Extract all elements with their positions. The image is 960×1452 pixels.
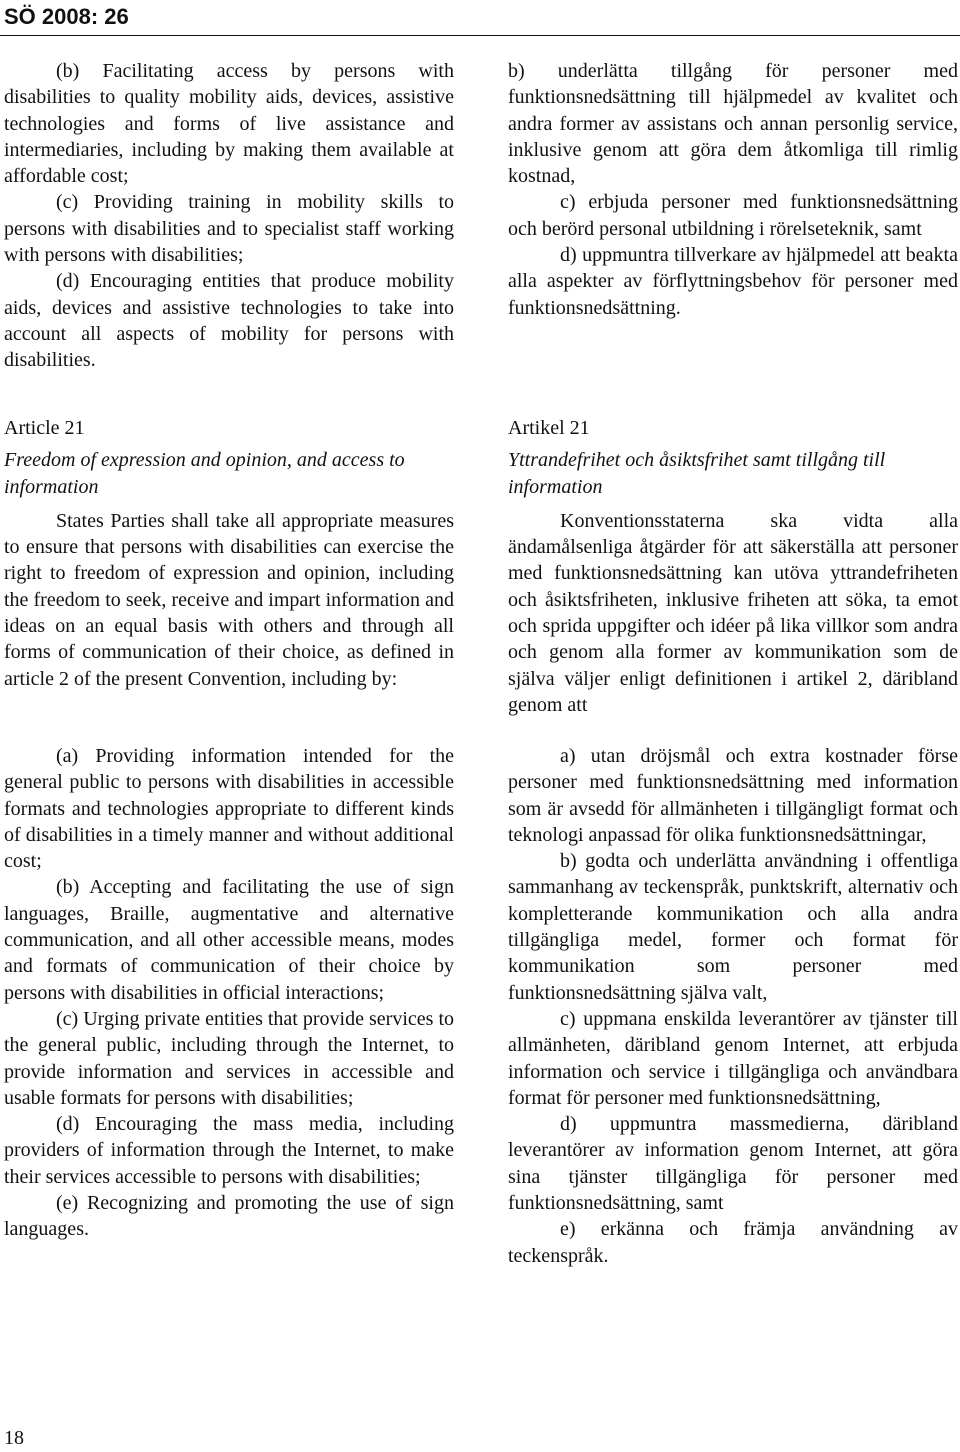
swedish-intro-item-b: b) underlätta tillgång för personer med funktionsnedsättning till hjälpmedel av kvalitet och andra former av assistans och annan personlig service, inklusive genom att göra dem åtkomliga till rimlig kostnad, (508, 60, 958, 188)
swedish-item-d: d) uppmuntra massmedierna, däribland leverantörer av information genom Internet, att göra sina tjänster tillgängliga för personer med funktionsnedsättning, samt (508, 1113, 958, 1215)
english-article-21 (4, 415, 454, 692)
swedish-intro (508, 58, 958, 321)
english-intro (4, 58, 454, 374)
swedish-article-heading: Artikel 21 (508, 417, 590, 439)
swedish-item-a: a) utan dröjsmål och extra kostnader förse personer med funktionsnedsättning med information som är avsedd för allmänheten i tillgängligt format och teknologi anpassad för olika funktionsnedsättningar, (508, 745, 958, 846)
english-article-title: Freedom of expression and opinion, and access to information (4, 449, 405, 498)
english-article-body: States Parties shall take all appropriate measures to ensure that persons with disabilities can exercise the right to freedom of expression and opinion, including the freedom to seek, receive and impart information and ideas on an equal basis with others and through all forms of communication of their choice, as defined in article 2 of the present Convention, including by: (4, 509, 454, 690)
page-header (0, 0, 960, 40)
header-rule (0, 35, 960, 36)
swedish-intro-item-c: c) erbjuda personer med funktionsnedsättning och berörd personal utbildning i rörelseteknik, samt (508, 191, 958, 240)
swedish-intro-item-d: d) uppmuntra tillverkare av hjälpmedel att beakta alla aspekter av förflyttningsbehov för personer med funktionsnedsättning. (508, 244, 958, 319)
page-number: 18 (4, 1427, 24, 1449)
english-item-b: (b) Accepting and facilitating the use of sign languages, Braille, augmentative and alternative communication, and all other accessible means, modes and formats of communication of their choice by persons with disabilities in official interactions; (4, 876, 454, 1004)
swedish-item-e: e) erkänna och främja användning av teckenspråk. (508, 1218, 958, 1267)
english-article-items (4, 743, 454, 1243)
english-intro-item-c: (c) Providing training in mobility skills to persons with disabilities and to specialist staff working with persons with disabilities; (4, 191, 454, 267)
english-item-d: (d) Encouraging the mass media, including providers of information through the Internet, to make their services accessible to persons with disabilities; (4, 1113, 454, 1188)
swedish-item-b: b) godta och underlätta användning i offentliga sammanhang av teckenspråk, punktskrift, alternativ och kompletterande kommunikation och alla andra tillgängliga medel, former och format för kommunikation som personer med funktionsnedsättning själva valt, (508, 850, 958, 1004)
english-intro-item-d: (d) Encouraging entities that produce mobility aids, devices and assistive technologies to take into account all aspects of mobility for persons with disabilities. (4, 270, 454, 372)
english-item-a: (a) Providing information intended for the general public to persons with disabilities in accessible formats and technologies appropriate to different kinds of disabilities in a timely manner and without additional cost; (4, 745, 454, 873)
english-article-heading: Article 21 (4, 417, 85, 439)
swedish-item-c: c) uppmana enskilda leverantörer av tjänster till allmänheten, däribland genom Internet, att erbjuda information och service i tillgängliga och användbara format för personer med funktionsnedsättning, (508, 1007, 958, 1109)
english-item-e: (e) Recognizing and promoting the use of sign languages. (4, 1192, 454, 1241)
english-item-c: (c) Urging private entities that provide services to the general public, including through the Internet, to provide information and services in accessible and usable formats for persons with disabilities; (4, 1007, 454, 1109)
document-reference: SÖ 2008: 26 (4, 4, 129, 29)
swedish-article-body: Konventionsstaterna ska vidta alla ändamålsenliga åtgärder för att säkerställa att personer med funktionsnedsättning kan utöva yttrandefriheten och åsiktsfriheten, inklusive friheten att söka, ta emot och sprida uppgifter och idéer på lika villkor som andra och genom alla former av kommunikation som de själva väljer enligt definitionen i artikel 2, däribland genom att (508, 509, 958, 716)
swedish-article-items (508, 743, 958, 1269)
swedish-article-21 (508, 415, 958, 718)
swedish-article-title: Yttrandefrihet och åsiktsfrihet samt tillgång till information (508, 449, 886, 498)
english-intro-item-b: (b) Facilitating access by persons with disabilities to quality mobility aids, devices, assistive technologies and forms of live assistance and intermediaries, including by making them available at affordable cost; (4, 60, 454, 188)
